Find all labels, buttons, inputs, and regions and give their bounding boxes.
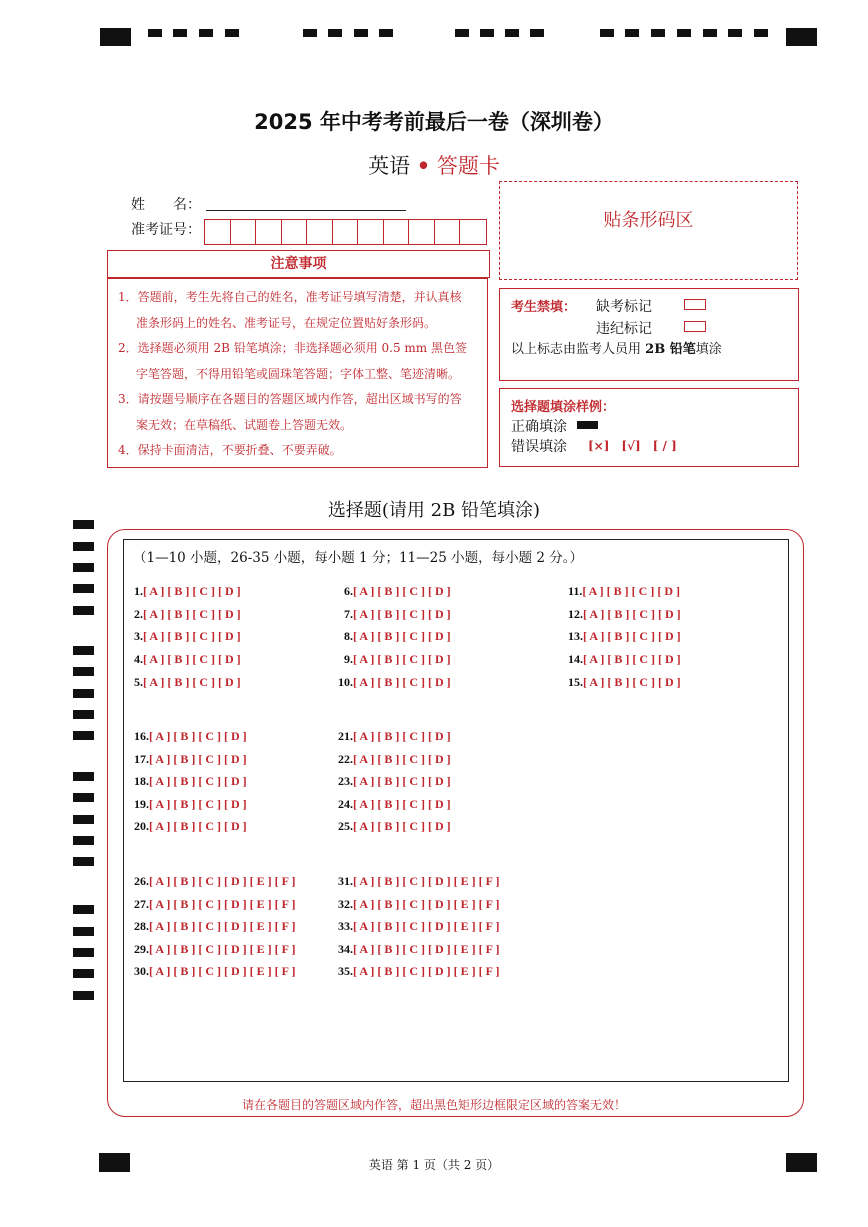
question-row[interactable]: 3.[ A ] [ B ] [ C ] [ D ] xyxy=(134,629,241,643)
notice-item: 2．选择题必须用 2B 铅笔填涂；非选择题必须用 0.5 mm 黑色签 字笔答题，不得用铅笔或圆珠笔答题；字体工整、笔迹清晰。 xyxy=(118,341,468,381)
name-label: 姓 名： xyxy=(131,197,201,213)
subtitle-dot: • xyxy=(416,153,431,178)
notice-title: 注意事项 xyxy=(107,250,490,278)
question-row[interactable]: 23.[ A ] [ B ] [ C ] [ D ] xyxy=(338,774,451,788)
question-row[interactable]: 33.[ A ] [ B ] [ C ] [ D ] [ E ] [ F ] xyxy=(338,919,500,933)
exam-id-digit[interactable] xyxy=(205,220,231,244)
exam-id-digit[interactable] xyxy=(409,220,435,244)
question-row[interactable]: 21.[ A ] [ B ] [ C ] [ D ] xyxy=(338,729,451,743)
correct-fill-label: 正确填涂 xyxy=(511,419,567,435)
question-row[interactable]: 18.[ A ] [ B ] [ C ] [ D ] xyxy=(134,774,247,788)
question-row[interactable]: 24.[ A ] [ B ] [ C ] [ D ] xyxy=(338,797,451,811)
sample-title: 选择题填涂样例： xyxy=(511,400,616,415)
question-row[interactable]: 8.[ A ] [ B ] [ C ] [ D ] xyxy=(344,629,451,643)
exam-id-label: 准考证号： xyxy=(131,222,201,238)
exam-id-digit[interactable] xyxy=(282,220,308,244)
question-row[interactable]: 31.[ A ] [ B ] [ C ] [ D ] [ E ] [ F ] xyxy=(338,874,500,888)
question-row[interactable]: 14.[ A ] [ B ] [ C ] [ D ] xyxy=(568,652,681,666)
exam-id-digit[interactable] xyxy=(333,220,359,244)
exam-id-digit[interactable] xyxy=(435,220,461,244)
question-row[interactable]: 17.[ A ] [ B ] [ C ] [ D ] xyxy=(134,752,247,766)
notice-item: 1．答题前，考生先将自己的姓名，准考证号填写清楚，并认真核 准条形码上的姓名、准考证号，在规定位置贴好条形码。 xyxy=(118,290,462,330)
question-row[interactable]: 26.[ A ] [ B ] [ C ] [ D ] [ E ] [ F ] xyxy=(134,874,296,888)
page-footer: 英语 第 1 页（共 2 页） xyxy=(368,1158,500,1172)
question-row[interactable]: 13.[ A ] [ B ] [ C ] [ D ] xyxy=(568,629,681,643)
exam-id-digit[interactable] xyxy=(384,220,410,244)
notice-box xyxy=(107,278,488,468)
card-subtitle xyxy=(0,150,868,180)
notice-item: 3．请按题号顺序在各题目的答题区域内作答，超出区域书写的答 案无效；在草稿纸、试题卷上答题无效。 xyxy=(118,392,462,432)
answer-area-warning: 请在各题目的答题区域内作答，超出黑色矩形边框限定区域的答案无效！ xyxy=(241,1098,626,1112)
question-row[interactable]: 29.[ A ] [ B ] [ C ] [ D ] [ E ] [ F ] xyxy=(134,942,296,956)
violation-mark-box[interactable] xyxy=(684,321,706,332)
question-row[interactable]: 19.[ A ] [ B ] [ C ] [ D ] xyxy=(134,797,247,811)
wrong-fill-label: 错误填涂 xyxy=(511,439,567,455)
question-row[interactable]: 10.[ A ] [ B ] [ C ] [ D ] xyxy=(338,675,451,689)
question-row[interactable]: 6.[ A ] [ B ] [ C ] [ D ] xyxy=(344,584,451,598)
notice-item: 4．保持卡面清洁，不要折叠、不要弄破。 xyxy=(118,443,342,457)
absent-label: 缺考标记 xyxy=(596,299,652,315)
exam-title: 2025 年中考考前最后一卷（深圳卷） xyxy=(254,110,614,134)
subject-label: 英语 xyxy=(368,154,411,178)
section-title: 选择题(请用 2B 铅笔填涂) xyxy=(327,500,541,521)
question-row[interactable]: 27.[ A ] [ B ] [ C ] [ D ] [ E ] [ F ] xyxy=(134,897,296,911)
name-field[interactable] xyxy=(206,210,406,211)
forbidden-title: 考生禁填： xyxy=(511,300,577,315)
forbidden-note: 以上标志由监考人员用 2B 铅笔填涂 xyxy=(511,342,722,357)
fill-sample-box xyxy=(499,388,799,467)
barcode-area xyxy=(499,181,798,280)
question-row[interactable]: 2.[ A ] [ B ] [ C ] [ D ] xyxy=(134,607,241,621)
question-row[interactable]: 11.[ A ] [ B ] [ C ] [ D ] xyxy=(568,584,680,598)
question-row[interactable]: 15.[ A ] [ B ] [ C ] [ D ] xyxy=(568,675,681,689)
exam-id-digit[interactable] xyxy=(460,220,486,244)
question-row[interactable]: 34.[ A ] [ B ] [ C ] [ D ] [ E ] [ F ] xyxy=(338,942,500,956)
question-row[interactable]: 25.[ A ] [ B ] [ C ] [ D ] xyxy=(338,819,451,833)
question-row[interactable]: 16.[ A ] [ B ] [ C ] [ D ] xyxy=(134,729,247,743)
question-row[interactable]: 4.[ A ] [ B ] [ C ] [ D ] xyxy=(134,652,241,666)
answer-card-label: 答题卡 xyxy=(436,154,500,178)
exam-id-digit[interactable] xyxy=(231,220,257,244)
question-row[interactable]: 20.[ A ] [ B ] [ C ] [ D ] xyxy=(134,819,247,833)
question-row[interactable]: 32.[ A ] [ B ] [ C ] [ D ] [ E ] [ F ] xyxy=(338,897,500,911)
candidate-forbidden-box xyxy=(499,288,799,381)
question-row[interactable]: 35.[ A ] [ B ] [ C ] [ D ] [ E ] [ F ] xyxy=(338,964,500,978)
question-row[interactable]: 9.[ A ] [ B ] [ C ] [ D ] xyxy=(344,652,451,666)
violation-label: 违纪标记 xyxy=(596,321,652,337)
barcode-label: 贴条形码区 xyxy=(603,210,694,231)
correct-fill-sample xyxy=(577,421,598,429)
question-row[interactable]: 5.[ A ] [ B ] [ C ] [ D ] xyxy=(134,675,241,689)
question-row[interactable]: 1.[ A ] [ B ] [ C ] [ D ] xyxy=(134,584,241,598)
question-row[interactable]: 28.[ A ] [ B ] [ C ] [ D ] [ E ] [ F ] xyxy=(134,919,296,933)
exam-id-digit[interactable] xyxy=(307,220,333,244)
question-row[interactable]: 22.[ A ] [ B ] [ C ] [ D ] xyxy=(338,752,451,766)
absent-mark-box[interactable] xyxy=(684,299,706,310)
question-row[interactable]: 7.[ A ] [ B ] [ C ] [ D ] xyxy=(344,607,451,621)
question-row[interactable]: 30.[ A ] [ B ] [ C ] [ D ] [ E ] [ F ] xyxy=(134,964,296,978)
exam-id-digit[interactable] xyxy=(256,220,282,244)
exam-id-digit[interactable] xyxy=(358,220,384,244)
wrong-fill-marks: [×] [√] [ / ] xyxy=(588,439,677,453)
score-note: （1—10 小题，26-35 小题，每小题 1 分；11—25 小题，每小题 2 分。） xyxy=(133,550,584,566)
exam-id-boxes[interactable] xyxy=(204,219,487,245)
question-row[interactable]: 12.[ A ] [ B ] [ C ] [ D ] xyxy=(568,607,681,621)
